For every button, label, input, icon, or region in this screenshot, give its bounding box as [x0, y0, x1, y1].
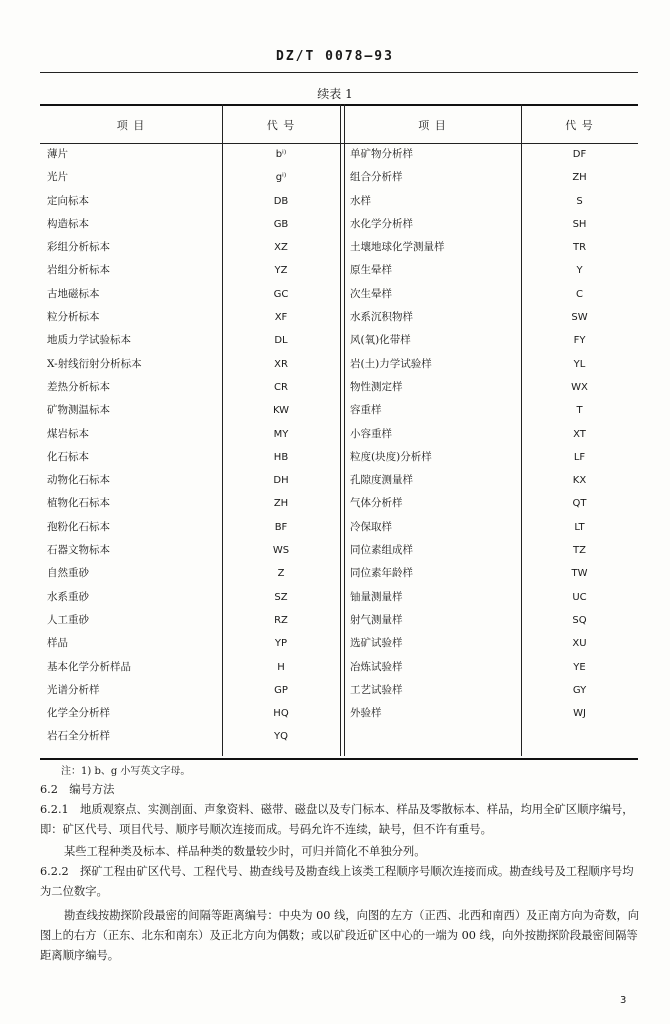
- row-code-right: Y: [576, 265, 583, 277]
- table-row: [40, 143, 638, 166]
- row-item-left: 古地磁标本: [47, 287, 100, 300]
- row-code-right: YL: [573, 358, 586, 370]
- row-item-right: 工艺试验样: [350, 683, 403, 696]
- row-item-right: 冷保取样: [350, 520, 392, 533]
- table-row: [40, 562, 638, 585]
- row-code-left: DL: [274, 335, 288, 347]
- table-row: [40, 725, 638, 748]
- row-code-left: HQ: [273, 708, 289, 720]
- row-code-left: SZ: [274, 591, 288, 603]
- row-item-left: 构造标本: [47, 217, 89, 230]
- row-code-left: gⁱ⁾: [275, 172, 287, 184]
- table-row: [40, 213, 638, 236]
- row-code-right: GY: [572, 684, 587, 696]
- table-note: 注：1) b、g 小写英文字母。: [61, 766, 191, 777]
- row-code-left: YZ: [274, 265, 288, 277]
- row-item-left: 动物化石标本: [47, 474, 110, 487]
- row-item-right: 外验样: [350, 707, 382, 720]
- row-item-left: 彩组分析标本: [47, 241, 110, 254]
- table-row: [40, 656, 638, 679]
- row-item-left: 定向标本: [47, 194, 89, 207]
- row-item-right: 容重样: [350, 404, 382, 417]
- row-code-right: C: [576, 288, 583, 300]
- row-code-left: XZ: [274, 242, 288, 254]
- header-code-left: 代 号: [266, 119, 296, 132]
- row-code-right: WX: [571, 381, 588, 393]
- table-row: [40, 586, 638, 609]
- table-row: [40, 469, 638, 492]
- row-item-right: 土壤地球化学测量样: [350, 241, 445, 254]
- table-row: [40, 190, 638, 213]
- row-item-right: 冶炼试验样: [350, 660, 403, 673]
- row-code-left: H: [277, 661, 285, 673]
- row-code-right: TZ: [573, 545, 586, 557]
- row-item-left: X-射线衍射分析标本: [47, 357, 142, 370]
- row-item-right: 铀量测量样: [350, 590, 403, 603]
- row-code-left: bⁱ⁾: [275, 149, 287, 160]
- row-item-right: 水化学分析样: [350, 217, 413, 230]
- row-code-left: WS: [272, 545, 290, 557]
- row-code-left: GP: [274, 684, 288, 696]
- row-code-left: BF: [274, 521, 288, 533]
- row-code-right: XU: [572, 638, 587, 650]
- row-code-left: ZH: [273, 498, 289, 510]
- row-code-left: XF: [274, 312, 288, 324]
- row-item-left: 粒分析标本: [47, 311, 100, 324]
- row-item-left: 石器文物标本: [47, 544, 110, 557]
- row-code-right: WJ: [573, 708, 586, 720]
- row-code-right: KX: [572, 475, 587, 487]
- table-row: [40, 516, 638, 539]
- row-item-left: 人工重砂: [47, 613, 89, 626]
- row-code-right: ZH: [572, 172, 587, 184]
- row-item-right: 风(氧)化带样: [350, 334, 411, 347]
- row-item-right: 次生晕样: [350, 287, 392, 300]
- row-item-left: 自然重砂: [47, 567, 89, 580]
- table-row: [40, 259, 638, 282]
- table-row: [40, 632, 638, 655]
- row-code-right: QT: [572, 498, 587, 510]
- table-row: [40, 236, 638, 259]
- row-item-right: 小容重样: [350, 427, 392, 440]
- table-row: [40, 492, 638, 515]
- section-6-2-1: 6.2.1 地质观察点、实测剖面、声象资料、磁带、磁盘以及专门标本、样品及零散标本、样品，均用全矿区顺序编号，即：矿区代号、项目代号、顺序号顺次连接而成。号码允许不连续，缺号，但不许有重号。: [40, 803, 634, 836]
- row-code-right: XT: [573, 428, 586, 440]
- row-code-right: S: [576, 195, 583, 207]
- row-code-left: GC: [273, 288, 289, 300]
- row-item-left: 差热分析标本: [47, 380, 110, 393]
- row-item-right: 射气测量样: [350, 613, 403, 626]
- row-item-right: 水样: [350, 194, 371, 207]
- table-row: [40, 679, 638, 702]
- row-code-left: DB: [273, 195, 289, 207]
- row-item-left: 化学全分析样: [47, 707, 110, 720]
- table-body: [40, 143, 638, 749]
- row-code-right: T: [576, 405, 583, 417]
- row-item-left: 水系重砂: [47, 590, 89, 603]
- section-6-2-1-note: 某些工程种类及标本、样品种类的数量较少时，可归并简化不单独分列。: [64, 845, 426, 858]
- row-item-right: 单矿物分析样: [350, 148, 413, 160]
- row-item-left: 化石标本: [47, 450, 89, 463]
- row-code-left: RZ: [274, 614, 288, 626]
- row-code-left: Z: [277, 568, 285, 580]
- row-code-left: GB: [273, 218, 289, 230]
- row-item-left: 薄片: [47, 148, 68, 160]
- row-code-left: XR: [274, 358, 288, 370]
- row-item-left: 植物化石标本: [47, 497, 110, 510]
- row-code-left: DH: [273, 475, 289, 487]
- row-code-right: LF: [573, 451, 586, 463]
- row-code-right: YE: [573, 661, 586, 673]
- row-item-right: 同位素年龄样: [350, 567, 413, 580]
- row-item-right: 岩(土)力学试验样: [350, 357, 432, 370]
- row-code-right: UC: [572, 591, 587, 603]
- header-code-right: 代 号: [565, 119, 594, 132]
- header-rule: [40, 72, 638, 73]
- row-item-left: 岩石全分析样: [47, 730, 110, 743]
- row-code-right: SH: [572, 218, 587, 230]
- table-row: [40, 306, 638, 329]
- row-code-left: KW: [272, 405, 290, 417]
- table-row: [40, 446, 638, 469]
- page-number: 3: [620, 995, 627, 1006]
- row-code-right: DF: [572, 149, 587, 160]
- table-row: [40, 283, 638, 306]
- row-item-left: 煤岩标本: [47, 427, 89, 440]
- row-code-right: FY: [573, 335, 586, 347]
- row-item-left: 矿物测温标本: [47, 404, 110, 417]
- row-item-right: 粒度(块度)分析样: [350, 450, 432, 463]
- row-item-left: 基本化学分析样品: [47, 660, 131, 673]
- row-code-right: LT: [574, 521, 585, 533]
- table-row: [40, 702, 638, 725]
- table-row: [40, 399, 638, 422]
- row-item-right: 选矿试验样: [350, 637, 403, 650]
- section-6-2-heading: 6.2 编号方法: [40, 783, 115, 796]
- table-row: [40, 609, 638, 632]
- row-item-right: 组合分析样: [350, 171, 403, 184]
- header-item-left: 项 目: [116, 119, 146, 132]
- table-row: [40, 329, 638, 352]
- row-code-right: SW: [571, 312, 588, 324]
- row-code-right: TW: [571, 568, 588, 580]
- row-item-right: 同位素组成样: [350, 544, 413, 557]
- standard-code: DZ/T 0078—93: [276, 49, 394, 64]
- row-item-right: 孔隙度测量样: [350, 474, 413, 487]
- section-6-2-2: 6.2.2 探矿工程由矿区代号、工程代号、勘查线号及勘查线上该类工程顺序号顺次连接而成。勘查线号及工程顺序号均为二位数字。: [40, 865, 634, 898]
- header-item-right: 项 目: [418, 119, 447, 132]
- row-item-right: 气体分析样: [350, 497, 403, 510]
- row-code-right: TR: [572, 242, 587, 254]
- table-row: [40, 423, 638, 446]
- row-code-left: YQ: [274, 731, 288, 743]
- row-item-left: 样品: [47, 637, 68, 650]
- row-item-left: 光谱分析样: [47, 683, 100, 696]
- row-item-left: 岩组分析标本: [47, 264, 110, 277]
- row-code-left: CR: [274, 381, 288, 393]
- table-row: [40, 166, 638, 189]
- table-title: 续表 1: [317, 87, 353, 101]
- row-code-left: YP: [274, 638, 288, 650]
- row-code-left: MY: [273, 428, 289, 440]
- row-item-left: 光片: [47, 171, 68, 184]
- row-code-left: HB: [273, 451, 289, 463]
- row-code-right: SQ: [572, 614, 587, 626]
- section-6-2-2-body: 勘查线按勘探阶段最密的间隔等距离编号：中央为 00 线，向图的左方（正西、北西和南西）及正南方向为奇数，向图上的右方（正东、北东和南东）及正北方向为偶数；或以矿段近矿区中心的一端为 00 线，向外按勘探阶段最密间隔等距离顺序编号。: [40, 909, 640, 962]
- table-row: [40, 539, 638, 562]
- table-row: [40, 376, 638, 399]
- row-item-right: 原生晕样: [350, 264, 392, 277]
- row-item-left: 地质力学试验标本: [47, 334, 131, 347]
- row-item-left: 孢粉化石标本: [47, 520, 110, 533]
- row-item-right: 物性测定样: [350, 380, 403, 393]
- table-row: [40, 353, 638, 376]
- row-item-right: 水系沉积物样: [350, 311, 413, 324]
